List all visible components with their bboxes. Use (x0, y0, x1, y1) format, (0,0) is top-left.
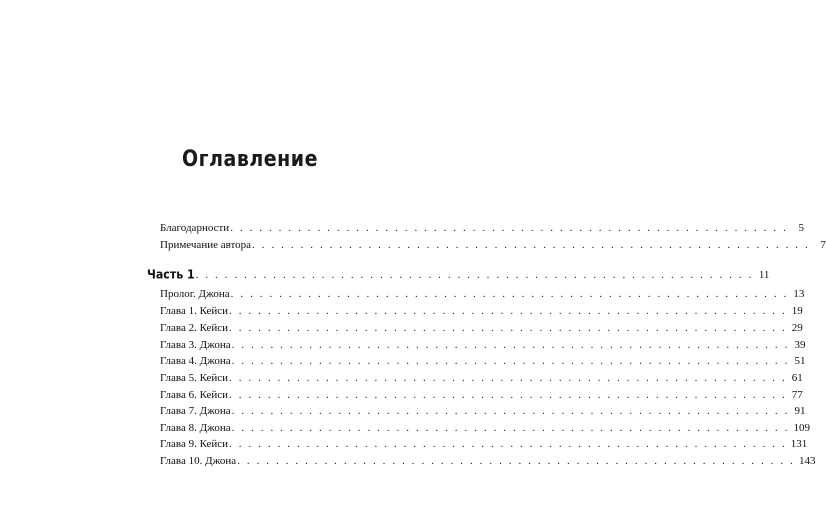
toc-entry-part-1 (147, 267, 770, 282)
toc-page-number: 109 (793, 422, 810, 434)
toc-entry-label: Глава 5. Кейси (160, 372, 229, 384)
toc-leader-dots: . . . . . . . . . . . . . . . . . . . . . . . . . . . . . . . . . . . . . . . . . . . . . . . . . . . . . . . . . . (229, 438, 787, 450)
toc-entry-label: Глава 3. Джона (160, 339, 231, 351)
toc-entry-chapter-9 (160, 438, 808, 451)
toc-leader-dots: . . . . . . . . . . . . . . . . . . . . . . . . . . . . . . . . . . . . . . . . . . . . . . . . . . . . . . . . . . (229, 322, 787, 334)
toc-entry-label: Пролог. Джона (160, 288, 230, 300)
toc-page-number: 13 (793, 288, 805, 300)
toc-entry-label: Глава 9. Кейси (160, 438, 229, 450)
toc-entry-label: Глава 1. Кейси (160, 305, 229, 317)
toc-entry-chapter-8 (160, 422, 810, 435)
toc-entry-label: Примечание автора (160, 239, 252, 251)
toc-page-number: 51 (794, 355, 806, 367)
toc-page-number: 39 (794, 339, 806, 351)
toc-leader-dots: . . . . . . . . . . . . . . . . . . . . . . . . . . . . . . . . . . . . . . . . . . . . . . . . . . . . . . . . . . (229, 305, 787, 317)
toc-page-number: 131 (790, 438, 808, 450)
toc-entry-chapter-2 (160, 322, 803, 335)
toc-entry-label: Благодарности (160, 222, 230, 234)
toc-entry-acknowledgements (160, 222, 804, 235)
toc-leader-dots: . . . . . . . . . . . . . . . . . . . . . . . . . . . . . . . . . . . . . . . . . . . . . . . . . . . . . . . . . . (231, 422, 790, 434)
toc-leader-dots: . . . . . . . . . . . . . . . . . . . . . . . . . . . . . . . . . . . . . . . . . . . . . . . . . . . . . . . . . . (229, 389, 787, 401)
toc-entry-chapter-4 (160, 355, 806, 368)
toc-entry-label: Глава 10. Джона (160, 455, 237, 467)
toc-page-number: 61 (791, 372, 803, 384)
toc-entry-chapter-7 (160, 405, 806, 418)
toc-entry-chapter-3 (160, 339, 806, 352)
toc-page-number: 91 (794, 405, 806, 417)
toc-entry-label: Глава 2. Кейси (160, 322, 229, 334)
toc-page-number: 11 (758, 269, 770, 281)
toc-page-number: 77 (791, 389, 803, 401)
toc-leader-dots: . . . . . . . . . . . . . . . . . . . . . . . . . . . . . . . . . . . . . . . . . . . . . . . . . . . . . . . . . . (230, 288, 789, 300)
toc-entry-label: Глава 4. Джона (160, 355, 231, 367)
toc-entry-chapter-1 (160, 305, 803, 318)
toc-page-number: 143 (798, 455, 816, 467)
toc-leader-dots: . . . . . . . . . . . . . . . . . . . . . . . . . . . . . . . . . . . . . . . . . . . . . . . . . . . . . . . . . . (231, 339, 790, 351)
toc-entry-chapter-5 (160, 372, 803, 385)
toc-entry-chapter-6 (160, 389, 803, 402)
toc-page-number: 29 (791, 322, 803, 334)
toc-leader-dots: . . . . . . . . . . . . . . . . . . . . . . . . . . . . . . . . . . . . . . . . . . . . . . . . . . . . . . . . . . (230, 222, 788, 234)
toc-leader-dots: . . . . . . . . . . . . . . . . . . . . . . . . . . . . . . . . . . . . . . . . . . . . . . . . . . . . . . . . . . (252, 239, 810, 251)
toc-entry-label: Глава 6. Кейси (160, 389, 229, 401)
toc-title: Оглавление (182, 146, 318, 172)
toc-part-label: Часть 1 (147, 267, 195, 282)
toc-entry-chapter-10 (160, 455, 816, 468)
toc-leader-dots: . . . . . . . . . . . . . . . . . . . . . . . . . . . . . . . . . . . . . . . . . . . . . . . . . . . . . . . . . . (231, 355, 790, 367)
toc-entry-author-note (160, 239, 826, 252)
toc-page-number: 7 (820, 239, 826, 251)
toc-entry-prologue (160, 288, 805, 301)
toc-leader-dots: . . . . . . . . . . . . . . . . . . . . . . . . . . . . . . . . . . . . . . . . . . . . . . . . . . . . . . . . . . (237, 455, 795, 467)
toc-page-number: 5 (798, 222, 804, 234)
toc-entry-label: Глава 8. Джона (160, 422, 231, 434)
toc-leader-dots: . . . . . . . . . . . . . . . . . . . . . . . . . . . . . . . . . . . . . . . . . . . . . . . . . . . . . . . . . . (231, 405, 790, 417)
toc-leader-dots: . . . . . . . . . . . . . . . . . . . . . . . . . . . . . . . . . . . . . . . . . . . . . . . . . . . . . . . . . . (195, 269, 754, 281)
toc-leader-dots: . . . . . . . . . . . . . . . . . . . . . . . . . . . . . . . . . . . . . . . . . . . . . . . . . . . . . . . . . . (229, 372, 787, 384)
toc-entry-label: Глава 7. Джона (160, 405, 231, 417)
toc-page-number: 19 (791, 305, 803, 317)
